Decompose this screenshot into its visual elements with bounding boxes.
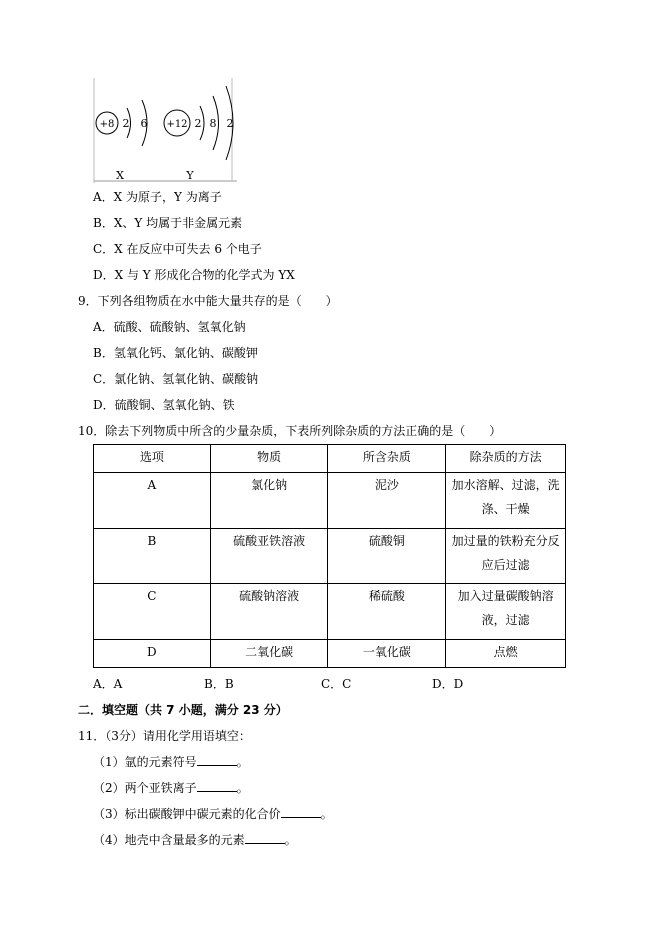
answer-blank[interactable] [197,755,237,766]
table-cell: 泥沙 [328,473,446,529]
table-cell: 硫酸钠溶液 [210,584,328,640]
table-row [94,640,566,668]
table-header: 选项 [94,445,211,473]
table-cell: C [94,584,211,640]
table-cell: 稀硫酸 [328,584,446,640]
x-shell-count: 2 [122,117,130,130]
q11-part-text: （4）地壳中含量最多的元素 [93,833,245,847]
table-cell: 点燃 [446,640,566,668]
atomic-structure-diagram [92,78,237,183]
q11-part-text: （1）氩的元素符号 [93,755,197,769]
q10-answer-a: A．A [93,677,123,691]
table-row [94,529,566,584]
table-cell: 硫酸铜 [328,529,446,584]
answer-blank[interactable] [245,833,285,844]
q9-option-c: C．氯化钠、氢氧化钠、碳酸钠 [93,372,259,386]
table-cell: B [94,529,211,584]
table-cell: 氯化钠 [210,473,328,529]
q9-option-d: D．硫酸铜、氢氧化钠、铁 [93,398,235,412]
y-nucleus-label: +12 [166,119,188,130]
table-cell: A [94,473,211,529]
table-header: 物质 [210,445,328,473]
q11-part [93,754,249,770]
x-label: X [116,169,124,182]
answer-blank[interactable] [197,781,237,792]
section-title: 二．填空题（共 7 小题，满分 23 分） [78,703,288,717]
table-header: 所含杂质 [328,445,446,473]
q9-option-a: A．硫酸、硫酸钠、氢氧化钠 [93,320,246,334]
q10-answer-c: C．C [321,677,352,691]
y-label: Y [186,169,194,182]
q8-option-d: D．X 与 Y 形成化合物的化学式为 YX [93,268,295,282]
q11-part-end: 。 [284,833,297,847]
table-header: 除杂质的方法 [446,445,566,473]
q9-option-b: B．氢氧化钙、氯化钠、碳酸钾 [93,346,258,360]
x-nucleus-label: +8 [99,119,115,130]
q10-table [93,444,566,668]
table-row [94,584,566,640]
q11-part-end: 。 [320,807,333,821]
q11-part-end: 。 [236,755,249,769]
q11-part-end: 。 [236,781,249,795]
q10-answer-b: B．B [204,677,234,691]
table-cell: 二氧化碳 [210,640,328,668]
x-shell-count: 6 [140,117,148,130]
q11-part-text: （3）标出碳酸钾中碳元素的化合价 [93,807,281,821]
table-row [94,473,566,529]
q9-stem: 9．下列各组物质在水中能大量共存的是（ ） [78,294,338,308]
q11-part [93,832,297,848]
table-cell: 一氧化碳 [328,640,446,668]
q8-option-b: B．X、Y 均属于非金属元素 [93,216,243,230]
table-cell: 硫酸亚铁溶液 [210,529,328,584]
q11-part [93,806,333,822]
q11-part-text: （2）两个亚铁离子 [93,781,197,795]
y-shell-count: 2 [194,117,202,130]
answer-blank[interactable] [281,807,321,818]
q11-part [93,780,249,796]
table-cell: 加入过量碳酸钠溶液，过滤 [446,584,566,640]
y-shell-count: 2 [226,117,234,130]
y-shell-count: 8 [209,117,217,130]
q10-answer-d: D．D [432,677,464,691]
table-cell: 加过量的铁粉充分反应后过滤 [446,529,566,584]
table-cell: D [94,640,211,668]
q10-stem: 10．除去下列物质中所含的少量杂质，下表所列除杂质的方法正确的是（ ） [78,424,502,438]
q8-option-a: A．X 为原子，Y 为离子 [93,190,222,204]
q11-stem: 11．（3分）请用化学用语填空： [78,729,251,743]
table-header-row [94,445,566,473]
q8-option-c: C．X 在反应中可失去 6 个电子 [93,242,262,256]
table-cell: 加水溶解、过滤，洗涤、干燥 [446,473,566,529]
